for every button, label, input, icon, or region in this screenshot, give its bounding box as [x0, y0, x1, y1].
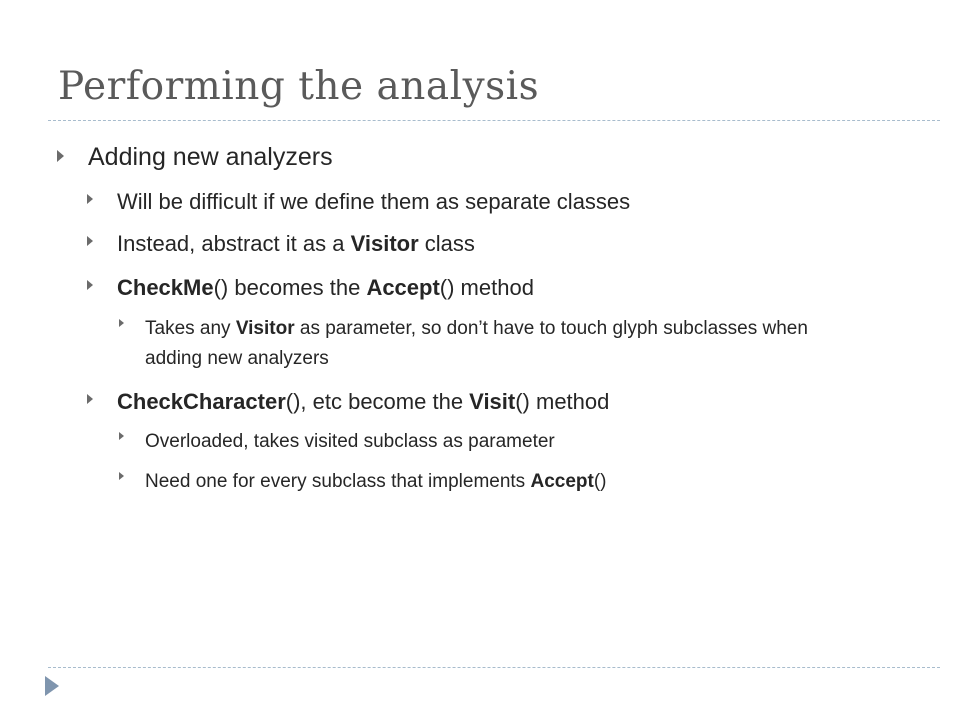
- bullet-bold-term: Accept: [530, 471, 594, 492]
- triangle-bullet-icon: [87, 280, 93, 290]
- bullet-bold-term: CheckCharacter: [117, 389, 286, 414]
- bullet-adding-new-analyzers: [88, 141, 333, 173]
- triangle-right-nav-icon[interactable]: [45, 676, 59, 696]
- slide-title: Performing the analysis: [58, 64, 540, 109]
- bullet-text: () method: [439, 275, 534, 300]
- footer-divider: [48, 667, 940, 668]
- bullet-text: Will be difficult if we define them as separate classes: [117, 189, 631, 214]
- bullet-text: Overloaded, takes visited subclass as parameter: [145, 431, 555, 452]
- bullet-takes-any-visitor: [145, 314, 825, 374]
- bullet-bold-term: Visitor: [235, 318, 295, 339]
- bullet-text: Takes any: [145, 318, 236, 339]
- bullet-need-one-per-subclass: [145, 467, 606, 497]
- triangle-bullet-icon: [119, 319, 124, 327]
- bullet-separate-classes: [117, 188, 630, 216]
- bullet-bold-term: CheckMe: [117, 275, 214, 300]
- bullet-checkcharacter-visit: [117, 388, 609, 416]
- triangle-bullet-icon: [119, 472, 124, 480]
- bullet-text: Adding new analyzers: [88, 143, 333, 171]
- bullet-bold-term: Accept: [366, 275, 440, 300]
- bullet-bold-term: Visitor: [350, 231, 419, 256]
- triangle-bullet-icon: [119, 432, 124, 440]
- bullet-text: as parameter, so don’t have to touch glyph subclasses when adding new analyzers: [145, 318, 808, 369]
- bullet-text: () method: [515, 389, 610, 414]
- bullet-text: Instead, abstract it as a: [117, 231, 351, 256]
- bullet-visitor-class: [117, 230, 475, 258]
- triangle-bullet-icon: [87, 236, 93, 246]
- bullet-text: class: [418, 231, 475, 256]
- bullet-text: Need one for every subclass that implements: [145, 471, 531, 492]
- bullet-text: (), etc become the: [285, 389, 470, 414]
- triangle-bullet-icon: [57, 150, 64, 162]
- bullet-checkme-accept: [117, 274, 534, 302]
- bullet-text: (): [593, 471, 607, 492]
- bullet-overloaded: [145, 427, 555, 457]
- triangle-bullet-icon: [87, 394, 93, 404]
- title-divider: [48, 120, 940, 121]
- bullet-text: () becomes the: [213, 275, 367, 300]
- triangle-bullet-icon: [87, 194, 93, 204]
- bullet-bold-term: Visit: [469, 389, 516, 414]
